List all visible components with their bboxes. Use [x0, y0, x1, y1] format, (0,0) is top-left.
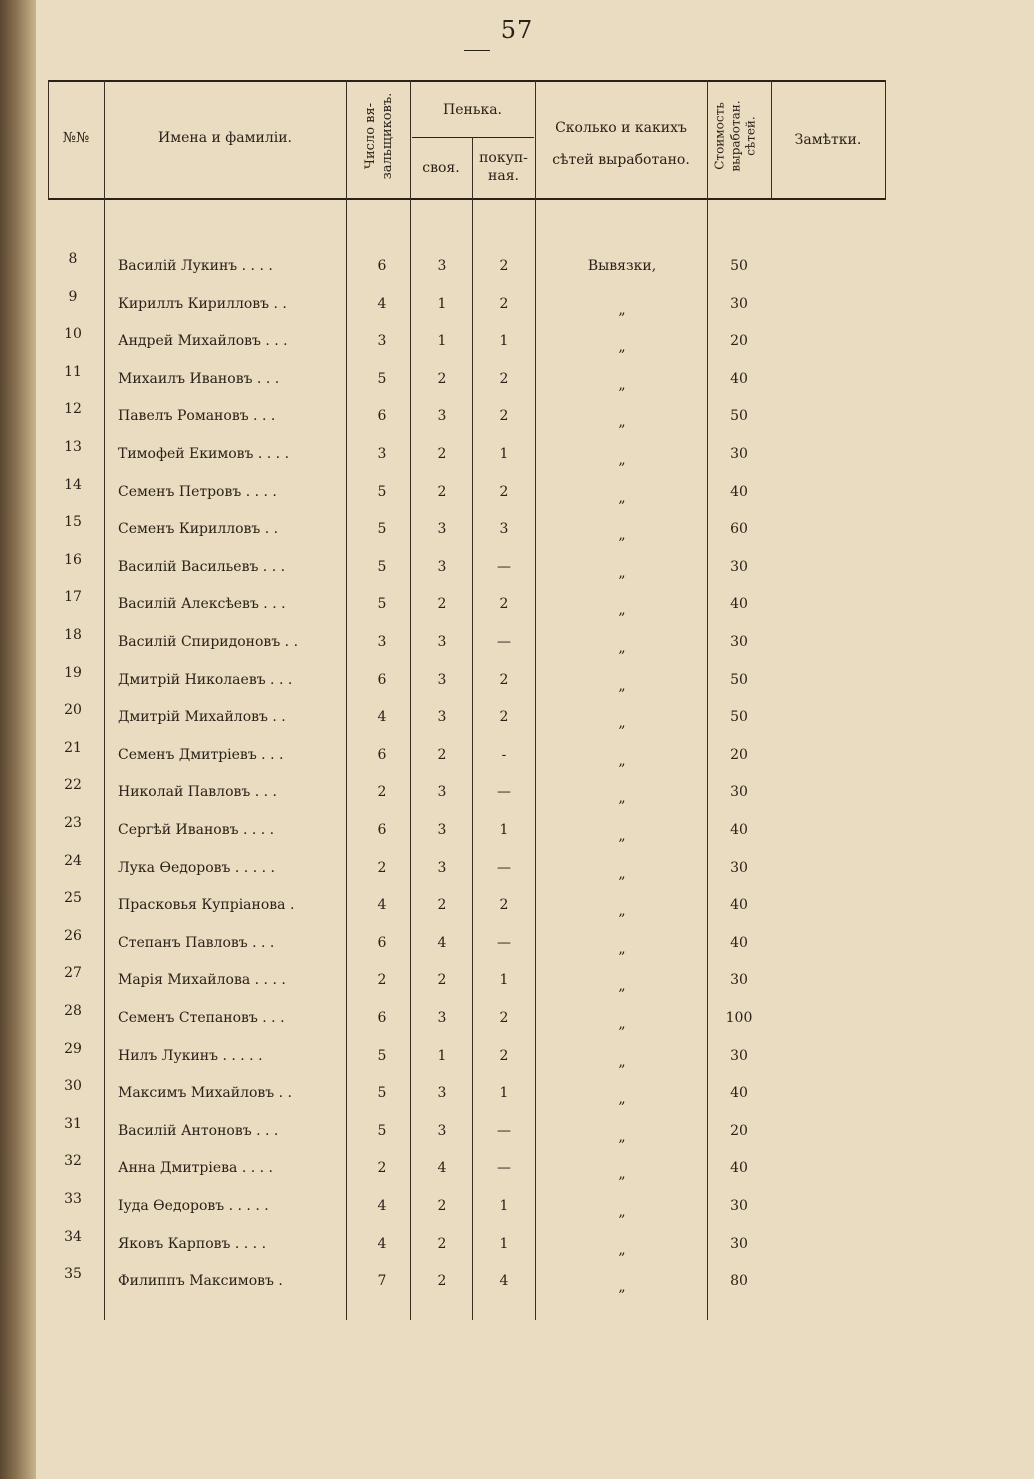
row-name: Филиппъ Максимовъ . [118, 1273, 283, 1290]
row-workers: 3 [377, 333, 387, 350]
row-hemp-own: 4 [437, 1160, 447, 1177]
row-name: Яковъ Карповъ . . . . [118, 1235, 267, 1252]
row-name: Семенъ Кирилловъ . . [118, 521, 279, 538]
row-hemp-own: 3 [437, 784, 447, 801]
row-number: 11 [64, 363, 82, 380]
row-hemp-own: 2 [437, 483, 447, 500]
row-name: Лука Ѳедоровъ . . . . . [118, 859, 275, 876]
row-hemp-own: 2 [437, 446, 447, 462]
row-cost: 30 [730, 295, 748, 312]
table-row [0, 774, 1034, 811]
row-nets: „ [618, 602, 626, 619]
table-row [0, 1113, 1034, 1150]
row-number: 15 [64, 514, 82, 531]
row-name: Василій Алексѣевъ . . . [118, 596, 286, 613]
row-hemp-own: 2 [437, 972, 447, 989]
row-number: 32 [64, 1153, 82, 1170]
row-hemp-own: 2 [437, 1273, 447, 1290]
header-cost: Стоимость выработан. сѣтей. [712, 100, 758, 172]
row-cost: 30 [730, 446, 748, 462]
row-hemp-bought: 2 [499, 671, 509, 688]
row-number: 10 [64, 326, 82, 343]
row-workers: 6 [377, 746, 387, 763]
row-number: 30 [64, 1078, 82, 1095]
row-workers: 6 [377, 822, 387, 838]
row-nets: „ [618, 1204, 626, 1220]
row-hemp-own: 1 [437, 1047, 447, 1064]
row-nets: „ [618, 1016, 626, 1032]
row-workers: 5 [377, 1047, 387, 1064]
table-row [0, 887, 1034, 924]
row-workers: 5 [377, 1122, 387, 1139]
row-hemp-bought: 2 [499, 258, 509, 274]
row-nets: „ [618, 1091, 626, 1108]
row-hemp-own: 3 [437, 1010, 447, 1026]
row-workers: 5 [377, 596, 387, 613]
row-nets: „ [618, 339, 626, 356]
row-nets: „ [618, 1053, 626, 1070]
row-hemp-bought: — [497, 784, 511, 801]
table-row [0, 1038, 1034, 1075]
row-number: 35 [64, 1266, 82, 1283]
row-workers: 2 [377, 859, 387, 876]
row-nets: „ [618, 376, 626, 393]
row-hemp-own: 3 [437, 1085, 447, 1102]
row-number: 9 [68, 288, 78, 305]
row-nets: „ [618, 301, 626, 318]
page-number: 57 [500, 16, 534, 44]
row-hemp-own: 3 [437, 709, 447, 726]
row-nets: „ [618, 452, 626, 468]
table-row [0, 1188, 1034, 1225]
row-nets: „ [618, 715, 626, 732]
row-hemp-bought: 1 [499, 446, 509, 462]
row-name: Николай Павловъ . . . [118, 784, 277, 801]
row-number: 21 [64, 739, 82, 756]
row-number: 29 [64, 1040, 82, 1057]
row-hemp-bought: 2 [499, 1047, 509, 1064]
row-name: Анна Дмитріева . . . . [118, 1160, 273, 1177]
row-hemp-bought: 2 [499, 897, 509, 914]
row-nets: „ [618, 1241, 626, 1258]
row-number: 19 [64, 664, 82, 681]
row-cost: 60 [730, 521, 748, 538]
row-cost: 40 [730, 370, 748, 387]
row-hemp-own: 2 [437, 370, 447, 387]
row-hemp-bought: — [497, 558, 511, 575]
row-number: 20 [64, 702, 82, 719]
table-row [0, 398, 1034, 435]
row-hemp-bought: 2 [499, 1010, 509, 1026]
row-workers: 2 [377, 784, 387, 801]
table-row [0, 624, 1034, 661]
row-number: 8 [68, 251, 78, 267]
row-hemp-own: 3 [437, 521, 447, 538]
table-row [0, 248, 1034, 285]
row-cost: 50 [730, 671, 748, 688]
row-cost: 40 [730, 1085, 748, 1102]
row-number: 26 [64, 927, 82, 944]
row-name: Нилъ Лукинъ . . . . . [118, 1047, 263, 1064]
row-number: 17 [64, 589, 82, 606]
row-name: Семенъ Петровъ . . . . [118, 483, 277, 500]
table-row [0, 699, 1034, 736]
row-hemp-own: 3 [437, 1122, 447, 1139]
table-row [0, 850, 1034, 887]
row-name: Кириллъ Кирилловъ . . [118, 295, 287, 312]
table-row [0, 286, 1034, 323]
row-hemp-own: 3 [437, 822, 447, 838]
row-workers: 5 [377, 521, 387, 538]
row-workers: 5 [377, 370, 387, 387]
row-hemp-bought: — [497, 634, 511, 650]
row-cost: 50 [730, 709, 748, 726]
row-workers: 4 [377, 1235, 387, 1252]
row-name: Василій Антоновъ . . . [118, 1122, 279, 1139]
table-row [0, 361, 1034, 398]
row-hemp-bought: 4 [499, 1273, 509, 1290]
row-cost: 80 [730, 1273, 748, 1290]
row-hemp-bought: 1 [499, 972, 509, 989]
table-row [0, 925, 1034, 962]
table-row [0, 737, 1034, 774]
row-nets: „ [618, 790, 626, 807]
row-cost: 40 [730, 897, 748, 914]
header-hemp-own: своя. [422, 160, 460, 176]
header-notes: Замѣтки. [794, 132, 862, 148]
row-hemp-own: 3 [437, 408, 447, 425]
row-nets: „ [618, 489, 626, 506]
row-cost: 30 [730, 784, 748, 801]
row-hemp-bought: 1 [499, 822, 509, 838]
row-hemp-bought: 2 [499, 295, 509, 312]
row-cost: 40 [730, 1160, 748, 1177]
row-workers: 3 [377, 446, 387, 462]
row-hemp-own: 1 [437, 295, 447, 312]
row-number: 31 [64, 1115, 82, 1132]
row-workers: 6 [377, 408, 387, 425]
row-hemp-own: 2 [437, 1235, 447, 1252]
table-row [0, 586, 1034, 623]
row-number: 22 [64, 777, 82, 794]
row-number: 13 [64, 439, 82, 455]
row-cost: 30 [730, 558, 748, 575]
row-hemp-bought: 1 [499, 1085, 509, 1102]
row-hemp-own: 3 [437, 258, 447, 274]
row-nets: „ [618, 903, 626, 920]
table-row [0, 511, 1034, 548]
row-hemp-bought: 1 [499, 333, 509, 350]
header-bottom-rule [48, 198, 886, 200]
header-workers: Число вя-зальщиковъ. [363, 92, 395, 180]
row-hemp-own: 3 [437, 671, 447, 688]
row-name: Прасковья Купріанова . [118, 897, 295, 914]
row-cost: 40 [730, 934, 748, 951]
row-number: 27 [64, 965, 82, 982]
row-workers: 4 [377, 295, 387, 312]
row-hemp-bought: — [497, 934, 511, 951]
header-name: Имена и фамиліи. [158, 130, 292, 146]
column-divider [885, 80, 886, 200]
row-nets: „ [618, 1279, 626, 1296]
row-number: 33 [64, 1191, 82, 1207]
row-number: 23 [64, 815, 82, 831]
row-name: Степанъ Павловъ . . . [118, 934, 275, 951]
row-cost: 40 [730, 822, 748, 838]
row-cost: 30 [730, 859, 748, 876]
row-number: 14 [64, 476, 82, 493]
row-workers: 4 [377, 897, 387, 914]
row-workers: 2 [377, 972, 387, 989]
table-row [0, 1263, 1034, 1300]
row-cost: 50 [730, 408, 748, 425]
row-workers: 5 [377, 1085, 387, 1102]
row-hemp-bought: 1 [499, 1198, 509, 1214]
row-hemp-bought: 3 [499, 521, 509, 538]
row-cost: 20 [730, 1122, 748, 1139]
table-row [0, 474, 1034, 511]
row-hemp-own: 4 [437, 934, 447, 951]
row-number: 12 [64, 401, 82, 418]
row-name: Іуда Ѳедоровъ . . . . . [118, 1198, 269, 1214]
row-cost: 50 [730, 258, 748, 274]
row-hemp-bought: 1 [499, 1235, 509, 1252]
row-hemp-own: 3 [437, 634, 447, 650]
row-workers: 4 [377, 1198, 387, 1214]
row-hemp-own: 2 [437, 746, 447, 763]
row-name: Василій Лукинъ . . . . [118, 258, 273, 274]
row-name: Дмитрій Михайловъ . . [118, 709, 286, 726]
row-workers: 6 [377, 671, 387, 688]
row-nets: „ [618, 865, 626, 882]
row-nets: „ [618, 564, 626, 581]
table-row [0, 812, 1034, 849]
row-number: 34 [64, 1228, 82, 1245]
header-hemp-bought: покуп-ная. [479, 150, 528, 184]
row-hemp-bought: - [501, 746, 507, 763]
row-cost: 100 [725, 1010, 753, 1026]
row-hemp-own: 3 [437, 558, 447, 575]
table-row [0, 962, 1034, 999]
row-cost: 40 [730, 596, 748, 613]
row-cost: 30 [730, 634, 748, 650]
row-name: Тимофей Екимовъ . . . . [118, 446, 290, 462]
row-hemp-bought: — [497, 859, 511, 876]
row-workers: 2 [377, 1160, 387, 1177]
row-hemp-bought: — [497, 1160, 511, 1177]
row-hemp-bought: 2 [499, 483, 509, 500]
table-row [0, 1150, 1034, 1187]
row-nets: Вывязки, [587, 258, 657, 274]
row-hemp-own: 2 [437, 897, 447, 914]
row-nets: „ [618, 414, 626, 431]
row-workers: 7 [377, 1273, 387, 1290]
row-number: 16 [64, 551, 82, 568]
row-hemp-own: 2 [437, 1198, 447, 1214]
row-hemp-bought: — [497, 1122, 511, 1139]
row-number: 24 [64, 852, 82, 869]
row-workers: 5 [377, 483, 387, 500]
row-name: Семенъ Степановъ . . . [118, 1010, 285, 1026]
row-nets: „ [618, 1128, 626, 1145]
row-cost: 30 [730, 1047, 748, 1064]
row-hemp-own: 3 [437, 859, 447, 876]
row-name: Андрей Михайловъ . . . [118, 333, 288, 350]
row-number: 18 [64, 627, 82, 643]
table-row [0, 1226, 1034, 1263]
header-nets: Сколько и какихъ сѣтей выработано. [552, 120, 690, 169]
row-number: 25 [64, 890, 82, 907]
row-name: Михаилъ Ивановъ . . . [118, 370, 280, 387]
row-name: Семенъ Дмитріевъ . . . [118, 746, 284, 763]
table-row [0, 549, 1034, 586]
row-workers: 5 [377, 558, 387, 575]
row-workers: 6 [377, 934, 387, 951]
row-name: Василій Спиридоновъ . . [118, 634, 299, 650]
row-hemp-bought: 2 [499, 408, 509, 425]
row-name: Марія Михайлова . . . . [118, 972, 286, 989]
row-name: Павелъ Романовъ . . . [118, 408, 276, 425]
row-nets: „ [618, 677, 626, 694]
row-cost: 20 [730, 333, 748, 350]
row-cost: 30 [730, 1198, 748, 1214]
table-row [0, 323, 1034, 360]
row-hemp-own: 2 [437, 596, 447, 613]
table-row [0, 1075, 1034, 1112]
header-num: №№ [62, 130, 90, 146]
row-cost: 30 [730, 972, 748, 989]
row-nets: „ [618, 940, 626, 957]
row-number: 28 [64, 1003, 82, 1019]
page-number-rule [464, 50, 490, 51]
row-cost: 30 [730, 1235, 748, 1252]
row-nets: „ [618, 640, 626, 656]
row-nets: „ [618, 752, 626, 769]
row-nets: „ [618, 1166, 626, 1183]
row-nets: „ [618, 828, 626, 844]
row-name: Максимъ Михайловъ . . [118, 1085, 293, 1102]
header-hemp: Пенька. [443, 102, 502, 118]
table-row [0, 662, 1034, 699]
row-workers: 4 [377, 709, 387, 726]
row-cost: 20 [730, 746, 748, 763]
row-hemp-bought: 2 [499, 709, 509, 726]
row-workers: 3 [377, 634, 387, 650]
row-nets: „ [618, 978, 626, 995]
row-workers: 6 [377, 258, 387, 274]
row-name: Василій Васильевъ . . . [118, 558, 286, 575]
row-hemp-bought: 2 [499, 596, 509, 613]
table-row [0, 436, 1034, 473]
row-cost: 40 [730, 483, 748, 500]
row-name: Сергѣй Ивановъ . . . . [118, 822, 275, 838]
row-name: Дмитрій Николаевъ . . . [118, 671, 293, 688]
row-hemp-own: 1 [437, 333, 447, 350]
row-hemp-bought: 2 [499, 370, 509, 387]
hemp-subheader-rule [412, 137, 534, 138]
row-nets: „ [618, 527, 626, 544]
table-row [0, 1000, 1034, 1037]
row-workers: 6 [377, 1010, 387, 1026]
